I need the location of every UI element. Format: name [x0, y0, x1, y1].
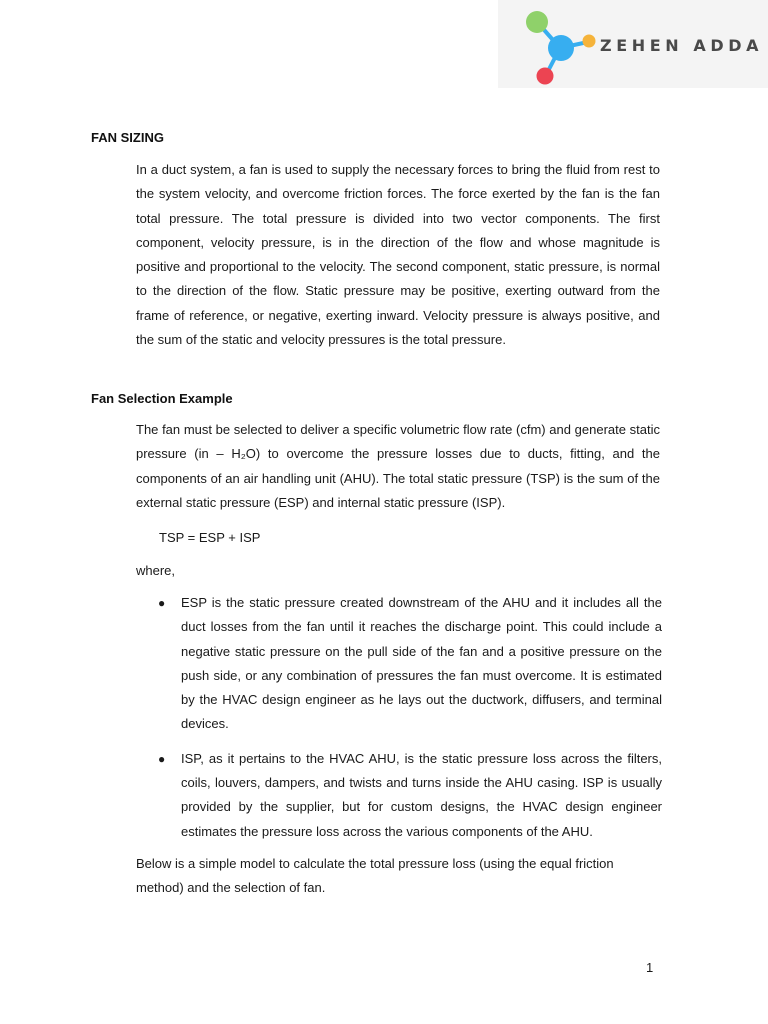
- list-item-isp: [150, 747, 662, 844]
- closing-paragraph: Below is a simple model to calculate the total pressure loss (using the equal friction method) and the selection of fan.: [136, 856, 614, 896]
- where-label: where,: [136, 563, 176, 578]
- section-heading-fan-sizing: FAN SIZING: [91, 130, 164, 145]
- tsp-formula: TSP = ESP + ISP: [159, 530, 261, 545]
- bullet-icon: ●: [158, 751, 166, 766]
- list-item-esp: [150, 591, 662, 737]
- zehen-adda-logo: [498, 0, 768, 88]
- logo-wordmark: ZEHEN ADDA: [600, 36, 764, 55]
- green-node-icon: [526, 11, 548, 33]
- fan-sizing-paragraph: In a duct system, a fan is used to supply the necessary forces to bring the fluid from rest to the system velocity, and overcome friction forces. The force exerted by the fan is the fan total pressure. The total pressure is divided into two vector components. The first component, velocity pressure, is in the direction of the flow and whose magnitude is positive and proportional to the velocity. The second component, static pressure, is normal to the direction of the flow. Static pressure may be positive, exerting outward from the frame of reference, or negative, exerting inward. Velocity pressure is always positive, and the sum of the static and velocity pressures is the total pressure.: [136, 162, 660, 348]
- fan-selection-paragraph: The fan must be selected to deliver a specific volumetric flow rate (cfm) and generate static pressure (in – H₂O) to overcome the pressure losses due to ducts, fitting, and the components of an air handling unit (AHU). The total static pressure (TSP) is the sum of the external static pressure (ESP) and internal static pressure (ISP).: [136, 422, 660, 510]
- page-number: 1: [646, 960, 654, 975]
- bullet-icon: ●: [158, 596, 166, 610]
- section-heading-fan-selection-example: Fan Selection Example: [91, 391, 233, 406]
- red-node-icon: [537, 68, 554, 85]
- pressure-definitions-list: [150, 591, 662, 844]
- blue-node-icon: [548, 35, 574, 61]
- list-item-text: ESP is the static pressure created downstream of the AHU and it includes all the duct losses from the fan until it reaches the discharge point. This could include a negative static pressure on the pull side of the fan and a positive pressure on the push side, or any combination of pressures the fan must overcome. It is estimated by the HVAC design engineer as he lays out the ductwork, diffusers, and terminal devices.: [181, 595, 662, 732]
- list-item-text: ISP, as it pertains to the HVAC AHU, is the static pressure loss across the filters, coils, louvers, dampers, and twists and turns inside the AHU casing. ISP is usually provided by the supplier, but for custom designs, the HVAC design engineer estimates the pressure loss across the various components of the AHU.: [181, 750, 662, 839]
- orange-node-icon: [583, 35, 596, 48]
